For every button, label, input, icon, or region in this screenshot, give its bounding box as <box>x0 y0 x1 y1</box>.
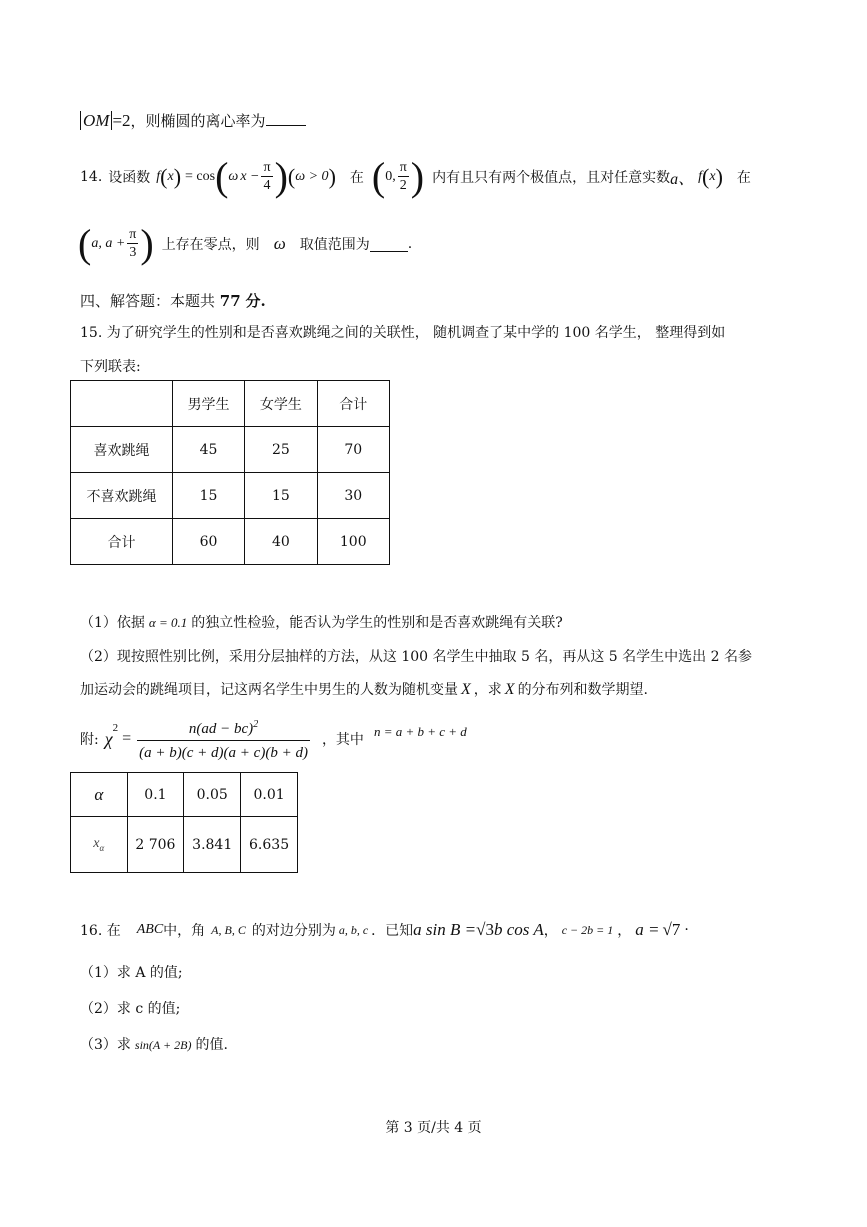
q16-part2: （2）求 c 的值; <box>80 1001 181 1017</box>
sides: a, b, c <box>338 922 369 937</box>
a-sep: a、 <box>670 170 695 188</box>
table-cell: 3.841 <box>184 817 241 873</box>
table-cell: 60 <box>172 519 244 565</box>
frac-pi-3: $\frac{\pi}{3}$ <box>129 226 137 260</box>
appendix-label: 附: <box>80 732 99 748</box>
abs-om: OM <box>80 111 112 130</box>
q14-number: 14. <box>80 169 103 185</box>
frac-pi-2: $\frac{\pi}{2}$ <box>399 159 407 193</box>
table-header: 男学生 <box>172 381 244 427</box>
table-header: 合计 <box>317 381 389 427</box>
frac-pi-4: $\frac{\pi}{4}$ <box>263 159 271 193</box>
q16-part1: （1）求 A 的值; <box>80 965 183 981</box>
section-heading <box>80 290 266 311</box>
triangle-abc: ABC <box>136 922 164 937</box>
fx-x: x <box>167 169 174 184</box>
chi-fraction: $\frac{n(ad - bc)^2}{(a + b)(c + d)(a + c)(b + d)}$ <box>137 714 310 765</box>
cond-omega: ω > 0 <box>295 169 329 184</box>
q15-line1: 15. 为了研究学生的性别和是否喜欢跳绳之间的关联性， 随机调查了某中学的 100 名学生， 整理得到如 <box>80 325 726 341</box>
condition-3: a = <box>635 920 660 939</box>
q14-text4: 取值范围为 <box>299 237 370 253</box>
answer-blank <box>266 111 306 126</box>
chi-square-formula: 附: χ $^2$ = $\frac{n(ad - bc)^2}{(a + b)(c + d)(a + c)(b + d)}$ ，其中 n = a + b + c + d <box>80 714 467 764</box>
omega-2: ω <box>273 234 286 253</box>
condition-1: a sin B = <box>413 920 477 939</box>
q16-part3: （3）求 sin(A + 2B) 的值. <box>80 1037 228 1053</box>
condition-2: c − 2b = 1 <box>561 922 614 937</box>
table-cell: 100 <box>317 519 389 565</box>
interval-a: a <box>91 236 99 251</box>
table-cell: $x_\alpha$ <box>71 817 128 873</box>
interval-0: 0, <box>385 169 396 184</box>
q13-eq: =2 <box>112 111 131 130</box>
q14-text3: 上存在零点，则 <box>161 237 260 253</box>
q15-part1: （1）依据 α = 0.1 的独立性检验，能否认为学生的性别和是否喜欢跳绳有关联? <box>80 615 563 631</box>
q13-text: ，则椭圆的离心率为 <box>130 112 266 130</box>
q14-text1: 设函数 <box>108 170 151 186</box>
table-cell: 25 <box>245 427 317 473</box>
alpha-value: α = 0.1 <box>148 615 188 630</box>
critical-value-table <box>70 772 298 873</box>
omega-1: ω <box>228 169 239 184</box>
table-cell: 合计 <box>71 519 173 565</box>
table-header-empty <box>71 381 173 427</box>
table-cell: 15 <box>245 473 317 519</box>
page-footer: 第 3 页/共 4 页 <box>385 1120 482 1136</box>
angles: A, B, C <box>211 922 246 937</box>
sin-expression: sin(A + 2B) <box>134 1038 192 1052</box>
section-title: 四、解答题：本题共 <box>80 292 216 310</box>
table-row <box>71 817 298 873</box>
q14-text2: 内有且只有两个极值点，且对任意实数 <box>432 170 671 186</box>
q16-line1: 16. 在 ABC 中，角 A, B, C 的对边分别为 a, b, c ．已知 a sin B = √3 b cos A ， c − 2b = 1 ， a = √7 · <box>80 920 689 939</box>
q15-part2-line2: 加运动会的跳绳项目，记这两名学生中男生的人数为随机变量 X ，求 X 的分布列和数学期望. <box>80 681 649 698</box>
table-cell: 0.01 <box>241 773 298 817</box>
table-cell: 30 <box>317 473 389 519</box>
table-header: 女学生 <box>245 381 317 427</box>
table-cell: 0.05 <box>184 773 241 817</box>
q13-tail <box>80 110 306 131</box>
table-cell: 70 <box>317 427 389 473</box>
where-text: ，其中 <box>321 732 364 748</box>
q15-line2: 下列联表: <box>80 359 141 375</box>
q14-line2: ( a , a + $\frac{\pi}{3}$ ) 上存在零点，则 ω 取值范围为 . <box>78 221 413 266</box>
contingency-table <box>70 380 390 565</box>
q15-part2-line1: （2）现按照性别比例，采用分层抽样的方法，从这 100 名学生中抽取 5 名，再从这 5 名学生中选出 2 名参 <box>80 649 752 665</box>
table-cell: 0.1 <box>127 773 184 817</box>
answer-blank-2 <box>370 237 408 252</box>
eq-cos: = cos <box>185 169 216 184</box>
table-row <box>71 473 390 519</box>
n-definition: n = a + b + c + d <box>373 724 467 739</box>
table-cell: 15 <box>172 473 244 519</box>
table-cell: 喜欢跳绳 <box>71 427 173 473</box>
table-row <box>71 427 390 473</box>
minus-x: x − <box>240 169 260 184</box>
section-unit: 分. <box>245 292 266 310</box>
chi-symbol: χ <box>104 728 113 749</box>
table-cell: 40 <box>245 519 317 565</box>
q14-at: 在 <box>736 170 751 186</box>
table-cell: 6.635 <box>241 817 298 873</box>
table-cell: α <box>71 773 128 817</box>
fx-f: f <box>156 169 161 184</box>
q14-line1: 14. 设函数 f ( x ) = cos ( ω x − $\frac{\pi}{4}$ ) ( ω > 0 ) 在 ( 0, $\frac{\pi}{2}$ ) 内有且只有两个极值点，且对任意实数 a、 f ( x ) 在 <box>80 154 751 199</box>
table-cell: 2 706 <box>127 817 184 873</box>
table-cell: 不喜欢跳绳 <box>71 473 173 519</box>
q14-in: 在 <box>349 170 364 186</box>
table-row <box>71 773 298 817</box>
table-cell: 45 <box>172 427 244 473</box>
section-points: 77 <box>219 292 241 310</box>
table-row <box>71 519 390 565</box>
